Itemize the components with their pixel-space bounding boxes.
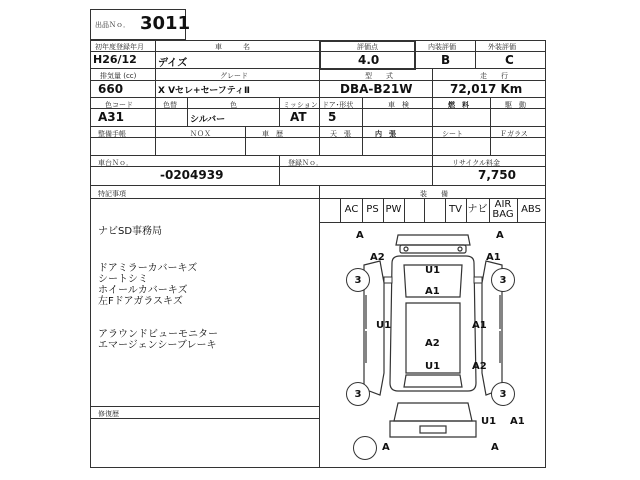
mileage-value: 72,017 Km <box>450 82 523 96</box>
history-label: 車 歴 <box>262 130 283 138</box>
damage-mark: U1 <box>425 361 441 372</box>
damage-mark: A1 <box>510 416 525 427</box>
equip-ps: PS <box>366 204 379 215</box>
regno-label: 登録Ｎｏ． <box>288 159 323 167</box>
damage-mark: U1 <box>376 320 392 331</box>
damage-mark: A1 <box>425 286 440 297</box>
note-line: アラウンドビューモニター <box>98 329 218 340</box>
interior-score-value: B <box>441 53 451 67</box>
tire-circle: 3 <box>491 268 515 292</box>
inspection-label: 車 検 <box>388 101 409 109</box>
mission-value: AT <box>290 110 307 124</box>
tire-circle: 3 <box>491 382 515 406</box>
note-line: エマージェンシーブレーキ <box>98 340 217 351</box>
equip-ac: AC <box>344 204 359 215</box>
damage-mark: A <box>356 230 364 241</box>
doors-label: ドア･形状 <box>322 101 354 109</box>
note-line: ドアミラーカバーキズ <box>98 263 198 274</box>
score-value: 4.0 <box>358 53 380 67</box>
tire-circle: 3 <box>346 382 370 406</box>
glass-label: Ｆガラス <box>500 130 528 138</box>
spare-tire-circle <box>353 436 377 460</box>
damage-mark: U1 <box>481 416 497 427</box>
grade-value: X Vセレ+セーフティⅡ <box>158 86 250 96</box>
damage-mark: A1 <box>486 252 501 263</box>
color-code-label: 色コード <box>105 101 133 109</box>
seat-label: シート <box>442 130 463 138</box>
damage-mark: A2 <box>472 361 487 372</box>
color-value: シルバー <box>190 115 226 125</box>
damage-mark: U1 <box>425 265 441 276</box>
equip-navi: ナビ <box>467 204 488 215</box>
drive-label: 駆 動 <box>505 101 526 109</box>
note-line: 左Fドアガラスキズ <box>98 296 183 307</box>
car-value: デイズ <box>158 58 188 69</box>
equip-abs: ABS <box>521 204 541 215</box>
notes-header: 特記事項 <box>98 190 126 198</box>
listing-label: 出品Ｎｏ． <box>95 21 130 29</box>
mileage-label: 走 行 <box>480 72 508 80</box>
color-change-label: 色替 <box>163 101 177 109</box>
damage-mark: A2 <box>425 338 440 349</box>
ceiling-label: 天 張 <box>330 130 351 138</box>
damage-mark: A1 <box>472 320 487 331</box>
repair-header: 修復歴 <box>98 410 119 418</box>
note-line: ナビSD事務局 <box>98 226 163 237</box>
equip-airbag: AIR BAG <box>492 199 514 220</box>
recycle-label: リサイクル料金 <box>452 159 501 167</box>
interior-score-label: 内装評価 <box>428 43 456 51</box>
model-label: 型 式 <box>365 72 393 80</box>
grade-label: グレード <box>220 72 248 80</box>
tire-circle: 3 <box>346 268 370 292</box>
fuel-label: 燃 料 <box>448 101 469 109</box>
chassis-value: -0204939 <box>160 168 224 182</box>
listing-number: 3011 <box>140 13 191 34</box>
damage-mark: A <box>382 442 390 453</box>
nox-label: ＮＯＸ <box>190 130 211 138</box>
mission-label: ミッション <box>283 101 318 109</box>
car-label: 車 名 <box>215 43 250 51</box>
color-label: 色 <box>230 101 237 109</box>
equipment-header: 装 備 <box>420 190 448 198</box>
note-line: シートシミ <box>98 274 148 285</box>
doors-value: 5 <box>328 110 337 124</box>
color-code-value: A31 <box>98 110 124 124</box>
equip-pw: PW <box>385 204 402 215</box>
score-label: 評価点 <box>357 43 378 51</box>
manual-label: 整備手帳 <box>98 130 126 138</box>
exterior-score-label: 外装評価 <box>488 43 516 51</box>
interior-panel-label: 内 張 <box>375 130 396 138</box>
reg-label: 初年度登録年月 <box>95 43 144 51</box>
damage-mark: A2 <box>370 252 385 263</box>
chassis-label: 車台Ｎｏ． <box>98 159 133 167</box>
model-value: DBA-B21W <box>340 82 413 96</box>
displacement-label: 排気量 (cc) <box>100 72 137 80</box>
exterior-score-value: C <box>505 53 514 67</box>
damage-mark: A <box>491 442 499 453</box>
reg-value: H26/12 <box>93 53 137 66</box>
note-line: ホイールカバーキズ <box>98 285 188 296</box>
equip-tv: TV <box>449 204 462 215</box>
damage-mark: A <box>496 230 504 241</box>
displacement-value: 660 <box>98 82 124 96</box>
recycle-value: 7,750 <box>478 168 516 182</box>
